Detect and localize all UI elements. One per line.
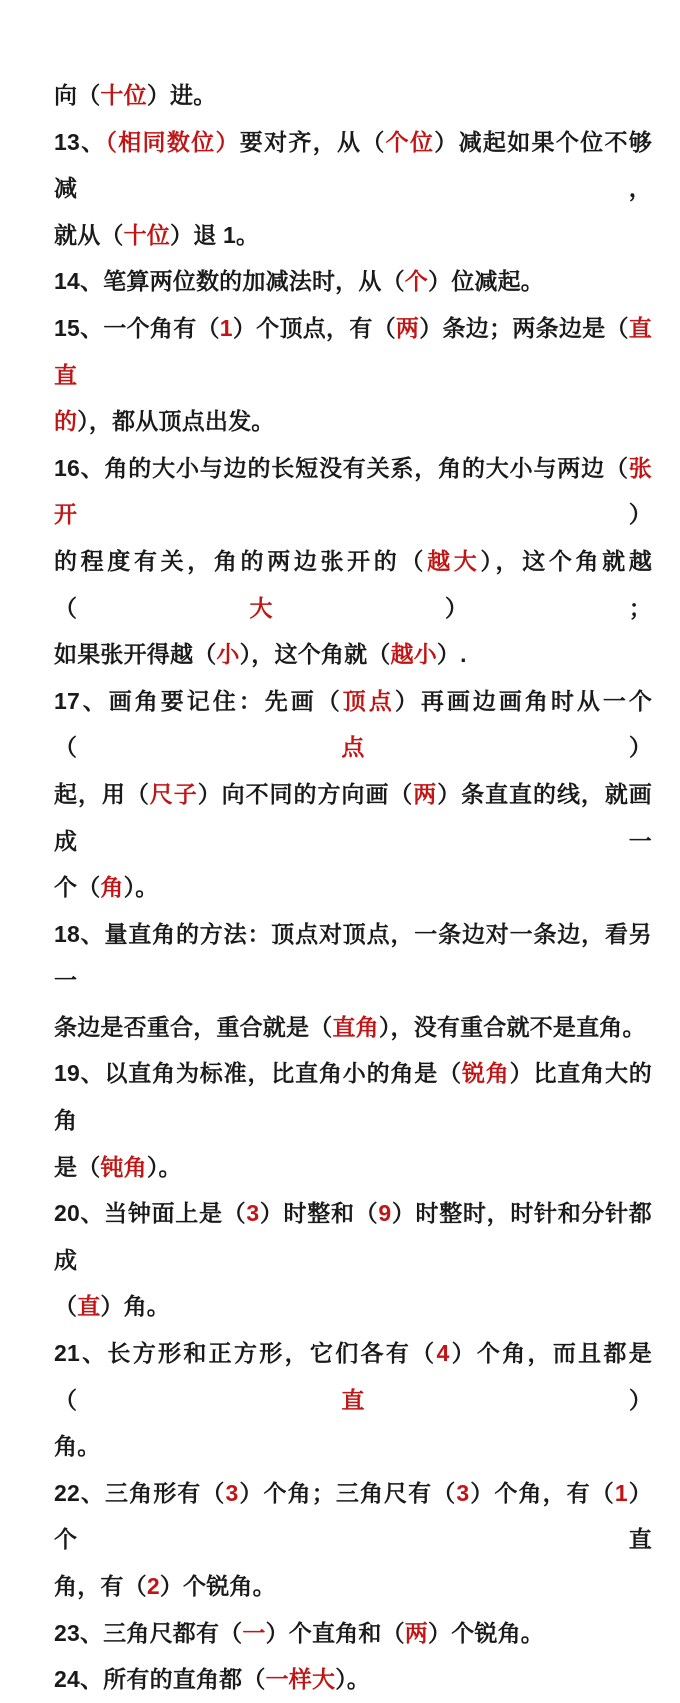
answer-highlight: 3 (225, 1479, 239, 1506)
answer-highlight: 两 (395, 314, 420, 341)
answer-highlight: 越小 (390, 641, 437, 668)
text-segment: 起，用（ (54, 780, 150, 807)
text-line (54, 911, 652, 1004)
answer-highlight: 直 (77, 1293, 101, 1320)
text-line (54, 398, 652, 445)
text-segment: ）个角，有（ (469, 1479, 615, 1506)
text-segment: 23、三角尺都有（ (54, 1619, 243, 1646)
document-body (54, 72, 652, 1703)
text-segment: ）。 (146, 1153, 182, 1180)
text-line (54, 445, 652, 538)
text-segment: ）个顶点，有（ (232, 314, 396, 341)
text-segment: ），没有重合就不是直角。 (378, 1013, 646, 1040)
text-segment: ） (628, 1386, 653, 1413)
answer-highlight: 越大 (427, 547, 481, 574)
text-segment: ）退 1。 (170, 221, 260, 248)
text-segment: 22、三角形有（ (54, 1479, 226, 1506)
answer-highlight: 3 (246, 1200, 260, 1227)
answer-highlight: 个 (404, 268, 428, 295)
answer-highlight: 角 (100, 874, 124, 901)
answer-highlight: 钝角 (100, 1153, 147, 1180)
text-segment: ）比直角大的角 (54, 1060, 652, 1134)
text-segment: 角，有（ (54, 1573, 147, 1599)
text-segment: ）时整和（ (259, 1200, 379, 1227)
text-segment: 条边是否重合，重合就是（ (54, 1013, 333, 1040)
text-segment: 19、以直角为标准，比直角小的角是（ (54, 1060, 462, 1087)
answer-highlight: 两 (404, 1619, 428, 1646)
text-line (54, 1563, 652, 1610)
text-line (54, 1423, 652, 1470)
text-segment: 角。 (54, 1433, 101, 1460)
text-segment: ）条直直的线，就画成一 (54, 780, 652, 854)
answer-highlight: 一 (242, 1619, 266, 1646)
answer-highlight: 3 (456, 1479, 470, 1506)
text-line (54, 305, 652, 398)
text-line (54, 1050, 652, 1143)
text-segment: ）. (436, 641, 467, 668)
text-segment: ）进。 (146, 82, 217, 108)
text-segment: 的程度有关，角的两边张开的（ (54, 547, 428, 574)
text-segment: 20、当钟面上是（ (54, 1200, 247, 1227)
text-segment: 13、 (54, 128, 106, 155)
text-line (54, 864, 652, 911)
text-segment: ）。 (335, 1666, 371, 1693)
text-segment: ）条边；两条边是（ (419, 314, 629, 341)
text-segment: ）个锐角。 (159, 1573, 276, 1599)
answer-highlight: 直 (341, 1386, 629, 1413)
text-line (54, 771, 652, 864)
text-segment: 是（ (54, 1153, 101, 1180)
text-segment: 16、角的大小与边的长短没有关系，角的大小与两边（ (54, 454, 629, 481)
text-line (54, 1190, 652, 1283)
text-segment: ）个角，而且都是（ (54, 1340, 652, 1413)
text-segment: ）。 (123, 874, 159, 901)
answer-highlight: 尺子 (149, 780, 198, 807)
text-segment: ）位减起。 (428, 268, 544, 295)
text-line (54, 1144, 652, 1191)
text-segment: ）减起如果个位不够减， (54, 128, 652, 202)
text-segment: ）个锐角。 (428, 1619, 544, 1646)
text-segment: 如果张开得越（ (54, 641, 217, 668)
answer-highlight: 顶点 (342, 687, 395, 714)
text-segment: （ (54, 1293, 78, 1320)
answer-highlight: 小 (216, 641, 240, 668)
text-segment: 就从（ (54, 221, 124, 248)
text-segment: ）时整时，时针和分针都成 (54, 1200, 653, 1273)
text-line (54, 538, 652, 631)
answer-highlight: 9 (378, 1200, 392, 1227)
text-line (54, 119, 652, 212)
text-line (54, 678, 652, 771)
text-segment: ）角。 (100, 1293, 171, 1320)
text-line (54, 258, 652, 305)
text-line (54, 1004, 652, 1051)
text-segment: 18、量直角的方法：顶点对顶点，一条边对一条边，看另一 (54, 920, 652, 994)
text-line (54, 1470, 652, 1563)
text-line (54, 212, 652, 259)
text-segment: 17、画角要记住：先画（ (54, 687, 343, 714)
text-segment: ） (628, 734, 653, 761)
text-segment: ），都从顶点出发。 (77, 408, 275, 435)
text-segment: ）个直角和（ (265, 1619, 405, 1646)
answer-highlight: 直直 (54, 314, 652, 388)
text-segment: 15、一个角有（ (54, 314, 220, 341)
answer-highlight: 十位 (100, 82, 147, 108)
text-line (54, 1610, 652, 1657)
text-segment: ）； (444, 594, 653, 621)
answer-highlight: 2 (146, 1573, 160, 1599)
answer-highlight: 两 (413, 780, 438, 807)
answer-highlight: 个位 (385, 128, 435, 155)
answer-highlight: 的 (54, 408, 78, 435)
text-segment: ）再画边画角时从一个（ (54, 687, 653, 761)
text-segment: 向（ (54, 82, 101, 108)
answer-highlight: 一样大 (265, 1666, 336, 1693)
answer-highlight: 4 (436, 1340, 450, 1367)
text-segment: ），这个角就（ (239, 641, 391, 668)
text-line (54, 1283, 652, 1330)
text-segment: ），这个角就越（ (54, 547, 652, 621)
answer-highlight: 锐角 (461, 1060, 510, 1087)
answer-highlight: （相同数位） (105, 128, 240, 155)
answer-highlight: 大 (249, 594, 445, 621)
text-segment: ）个直 (54, 1479, 652, 1553)
answer-highlight: 张开 (54, 454, 652, 528)
text-segment: 要对齐，从（ (239, 128, 386, 155)
text-segment: 14、笔算两位数的加减法时，从（ (54, 268, 405, 295)
answer-highlight: 十位 (123, 221, 171, 248)
text-segment: ） (628, 501, 652, 528)
text-line (54, 1656, 652, 1703)
answer-highlight: 点 (341, 734, 629, 761)
answer-highlight: 1 (219, 314, 233, 341)
answer-highlight: 1 (614, 1479, 628, 1506)
answer-highlight: 直角 (332, 1013, 379, 1040)
text-line (54, 631, 652, 678)
text-line (54, 72, 652, 119)
text-segment: 24、所有的直角都（ (54, 1666, 266, 1693)
text-line (54, 1330, 652, 1423)
text-segment: 个（ (54, 874, 101, 901)
text-segment: ）个角；三角尺有（ (238, 1479, 457, 1506)
text-segment: ）向不同的方向画（ (197, 780, 414, 807)
text-segment: 21、长方形和正方形，它们各有（ (54, 1340, 437, 1367)
